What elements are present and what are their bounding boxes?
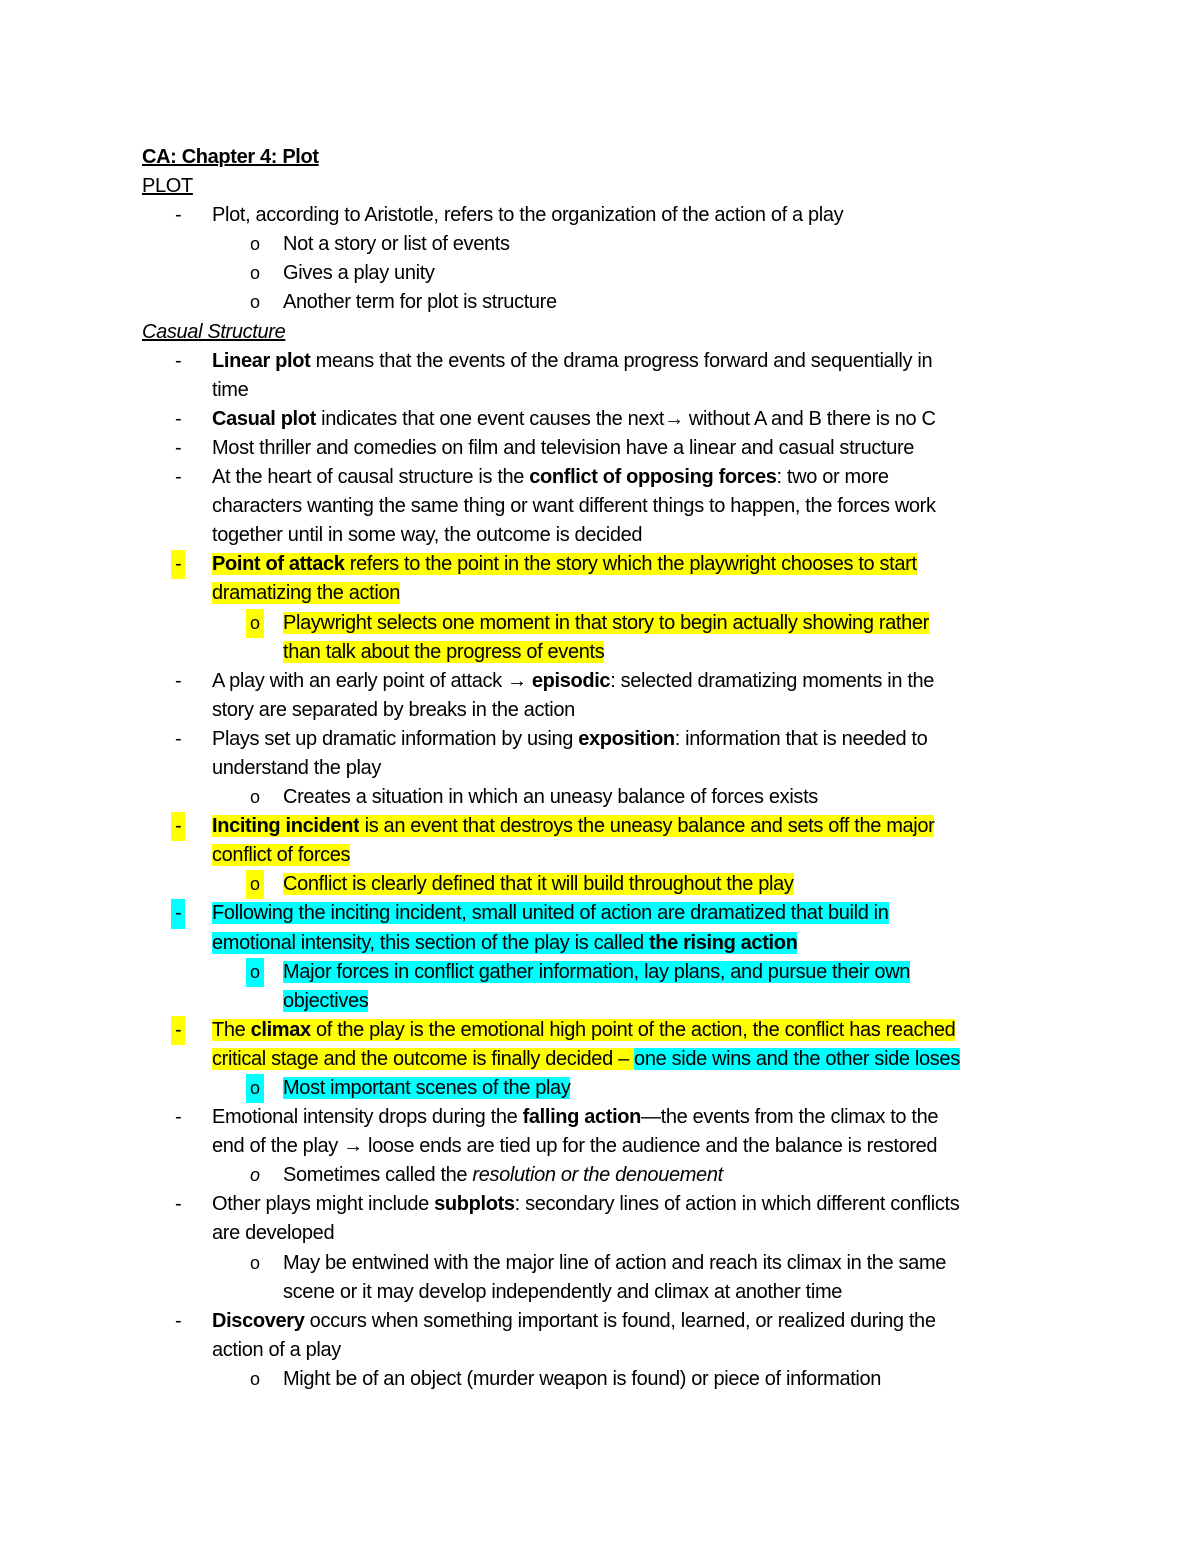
line-text [283,990,368,1012]
text-segment: Major forces in conflict gather information, lay plans, and pursue their own [283,960,911,983]
list-item [142,667,1062,696]
line-text [212,757,381,779]
line-text [212,1019,955,1041]
text-segment: Sometimes called the [283,1164,473,1187]
text-segment: Casual Structure [142,320,286,343]
list-item [142,288,1062,317]
list-item-continuation [142,1132,1062,1161]
text-segment: critical stage and the outcome is finally decided – [212,1047,635,1070]
line-text [212,350,932,372]
line-text [212,466,889,488]
dash-bullet: - [175,1309,182,1332]
text-segment: PLOT [142,175,193,198]
text-segment: : two or more [776,466,889,489]
list-item [142,463,1062,492]
text-segment: Emotional intensity drops during the [212,1106,523,1129]
line-text [283,291,557,313]
text-segment: objectives [283,989,369,1012]
list-item [142,230,1062,259]
dash-bullet: - [171,550,185,579]
key-term: Linear plot [212,349,311,372]
list-item-continuation [142,638,1062,667]
line-text [283,1281,842,1303]
line-text [212,437,914,459]
line-text [212,670,934,692]
line-text [212,728,927,750]
list-item-continuation [142,696,1062,725]
dash-bullet: - [175,1193,182,1216]
text-segment: Other plays might include [212,1193,435,1216]
text-segment: : information that is needed to [674,727,928,750]
list-item [142,725,1062,754]
text-segment: indicates that one event causes the next→ without A and B there is no C [315,407,936,430]
circle-bullet: o [250,263,260,284]
line-text [283,1164,723,1186]
line-text [283,786,818,808]
circle-bullet: o [246,609,264,638]
text-segment: : selected dramatizing moments in the [610,669,935,692]
text-segment: are developed [212,1222,335,1245]
dash-bullet: - [175,727,182,750]
circle-bullet: o [250,234,260,255]
text-segment: Plot, according to Aristotle, refers to the organization of the action of a play [212,204,844,227]
line-text [283,612,929,634]
key-term: episodic [531,669,611,692]
document-title-text: CA: Chapter 4: Plot [142,146,319,168]
list-item [142,1307,1062,1336]
line-text [212,902,889,924]
list-item-continuation [142,929,1062,958]
text-segment: understand the play [212,756,382,779]
line-text [212,1106,938,1128]
key-term: Discovery [212,1309,305,1332]
list-item [142,609,1062,638]
line-text [212,524,642,546]
text-segment: resolution or the denouement [472,1164,723,1187]
line-text [283,873,794,895]
text-segment: of the play is the emotional high point of the action, the conflict has reached [310,1018,956,1041]
circle-bullet: o [246,958,264,987]
list-item [142,1103,1062,1132]
list-item-continuation [142,1219,1062,1248]
list-item-continuation [142,841,1062,870]
circle-bullet: o [250,1368,260,1389]
line-text [212,1048,960,1070]
line-text [283,233,510,255]
list-item-continuation [142,1336,1062,1365]
dash-bullet: - [171,812,185,841]
list-item [142,899,1062,928]
text-segment: Not a story or list of events [283,233,510,256]
line-text [212,1339,341,1361]
line-text [212,844,350,866]
circle-bullet: o [250,787,260,808]
list-item [142,783,1062,812]
list-item [142,812,1062,841]
text-segment: Plays set up dramatic information by using [212,727,579,750]
text-segment: At the heart of causal structure is the [212,466,530,489]
text-segment: than talk about the progress of events [283,640,605,663]
list-item-continuation [142,1278,1062,1307]
key-term: Inciting incident [212,815,360,838]
text-segment: one side wins and the other side loses [634,1047,960,1070]
text-segment: Another term for plot is structure [283,291,557,314]
list-item [142,550,1062,579]
list-item-continuation [142,754,1062,783]
list-item-continuation [142,492,1062,521]
text-segment: The [212,1018,251,1041]
text-segment: Conflict is clearly defined that it will build throughout the play [283,873,794,896]
list-item [142,201,1062,230]
line-text [212,1135,937,1157]
list-item [142,958,1062,987]
key-term: climax [250,1018,311,1041]
list-item-continuation [142,376,1062,405]
circle-bullet: o [246,870,264,899]
list-item [142,347,1062,376]
dash-bullet: - [175,669,182,692]
text-segment: Might be of an object (murder weapon is found) or piece of information [283,1367,882,1390]
text-segment: scene or it may develop independently and climax at another time [283,1280,843,1303]
key-term: Casual plot [212,407,316,430]
text-segment: together until in some way, the outcome is decided [212,524,643,547]
line-text [212,699,575,721]
line-text [212,582,400,604]
line-text [212,932,797,954]
text-segment: Playwright selects one moment in that story to begin actually showing rather [283,611,929,634]
list-item [142,870,1062,899]
line-text [283,1368,881,1390]
circle-bullet: o [250,1252,260,1273]
text-segment: emotional intensity, this section of the play is called [212,931,649,954]
text-segment: Most important scenes of the play [283,1077,571,1099]
dash-bullet: - [175,349,182,372]
circle-bullet: o [250,1165,260,1186]
text-segment: Most thriller and comedies on film and television have a linear and casual structure [212,436,915,459]
key-term: exposition [578,727,675,750]
section-heading [142,318,1062,347]
line-text [283,961,910,983]
line-text [283,1252,946,1274]
line-text [212,204,843,226]
key-term: falling action [522,1106,642,1129]
key-term: the rising action [648,931,798,954]
document-title [142,143,1062,172]
dash-bullet: - [175,1106,182,1129]
key-term: Point of attack [212,553,345,576]
dash-bullet: - [171,899,185,928]
line-text [212,1310,936,1332]
dash-bullet: - [175,204,182,227]
text-segment: —the events from the climax to the [641,1106,939,1129]
list-item-continuation [142,579,1062,608]
list-item-continuation [142,987,1062,1016]
dash-bullet: - [175,407,182,430]
text-segment: end of the play → loose ends are tied up for the audience and the balance is restored [212,1135,938,1158]
text-segment: story are separated by breaks in the action [212,698,575,721]
line-text [142,175,193,197]
text-segment: May be entwined with the major line of action and reach its climax in the same [283,1251,947,1274]
key-term: subplots [434,1193,515,1216]
text-segment: Following the inciting incident, small united of action are dramatized that build in [212,902,889,925]
text-segment: conflict of forces [212,844,351,867]
line-text [283,1077,570,1099]
line-text [283,641,604,663]
line-text [212,495,936,517]
dash-bullet: - [175,466,182,489]
text-segment: refers to the point in the story which the playwright chooses to start [344,553,917,576]
text-segment: occurs when something important is found, learned, or realized during the [304,1309,936,1332]
section-heading [142,172,1062,201]
circle-bullet: o [246,1074,264,1103]
text-segment: Gives a play unity [283,262,435,285]
list-item [142,1249,1062,1278]
key-term: conflict of opposing forces [529,466,777,489]
text-segment: A play with an early point of attack → [212,669,532,692]
list-item [142,1365,1062,1394]
line-text [212,379,248,401]
text-segment: Creates a situation in which an uneasy balance of forces exists [283,786,818,809]
dash-bullet: - [171,1016,185,1045]
list-item [142,1074,1062,1103]
line-text [142,321,285,343]
line-text [212,553,917,575]
dash-bullet: - [175,436,182,459]
list-item-continuation [142,1045,1062,1074]
line-text [212,1193,959,1215]
text-segment: means that the events of the drama progress forward and sequentially in [310,349,933,372]
list-item [142,259,1062,288]
text-segment: dramatizing the action [212,582,400,605]
outline-list [142,172,1062,1394]
list-item-continuation [142,521,1062,550]
list-item [142,1190,1062,1219]
text-segment: time [212,378,249,401]
list-item [142,1016,1062,1045]
line-text [212,815,934,837]
list-item [142,1161,1062,1190]
line-text [212,1222,334,1244]
text-segment: characters wanting the same thing or want different things to happen, the forces work [212,495,936,518]
text-segment: is an event that destroys the uneasy balance and sets off the major [359,815,935,838]
list-item [142,405,1062,434]
circle-bullet: o [250,292,260,313]
line-text [283,262,435,284]
text-segment: action of a play [212,1338,341,1361]
text-segment: : secondary lines of action in which different conflicts [514,1193,960,1216]
document-body [142,143,1062,1394]
list-item [142,434,1062,463]
line-text [212,408,936,430]
